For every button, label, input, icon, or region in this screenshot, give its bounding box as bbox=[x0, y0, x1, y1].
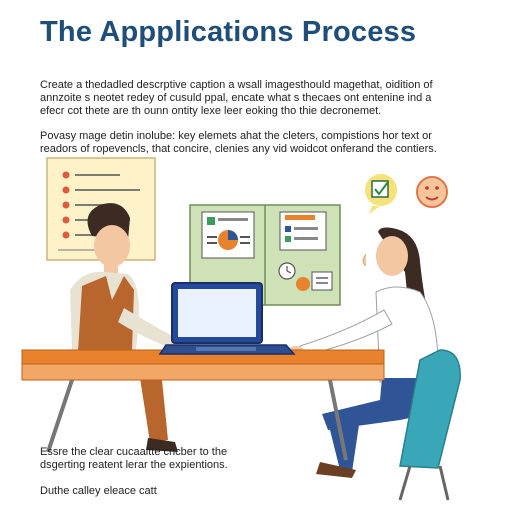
footer-line-1: Duthe calley eleace catt bbox=[40, 485, 157, 497]
page-title: The Appplications Process bbox=[40, 16, 417, 48]
intro-line-2: annzoite s neotet redey of cusuld ppal, encate what s thecaes ont entenine ind a bbox=[40, 92, 432, 104]
details-line-1: Povasy mage detin inolube: key elemets ahat the cleters, compistions hor text or bbox=[40, 130, 432, 142]
intro-line-3: efecr cot thete are th ounn ontity lexe leer eoking tho thie decronemet. bbox=[40, 105, 382, 117]
board-chart-card bbox=[202, 212, 254, 258]
desk bbox=[22, 350, 384, 460]
footer-text bbox=[40, 485, 300, 498]
board-list-card bbox=[280, 212, 326, 250]
board-clock-icon bbox=[279, 263, 295, 279]
closing-line-2: dsgerting reatent lerar the expientions. bbox=[40, 459, 228, 471]
smiley-face-icon bbox=[417, 177, 447, 207]
details-line-2: readors of ropevencls, that concire, clenies any vid woidcot onferand the contiers. bbox=[40, 143, 437, 155]
closing-paragraph bbox=[40, 446, 300, 472]
closing-line-1: Essre the clear cucaaltte cncber to the bbox=[40, 446, 228, 458]
checkmark-bubble-icon bbox=[365, 174, 397, 214]
intro-line-1: Create a thedadled descrptive caption a wsall imagesthould magethat, oidition of bbox=[40, 79, 433, 91]
